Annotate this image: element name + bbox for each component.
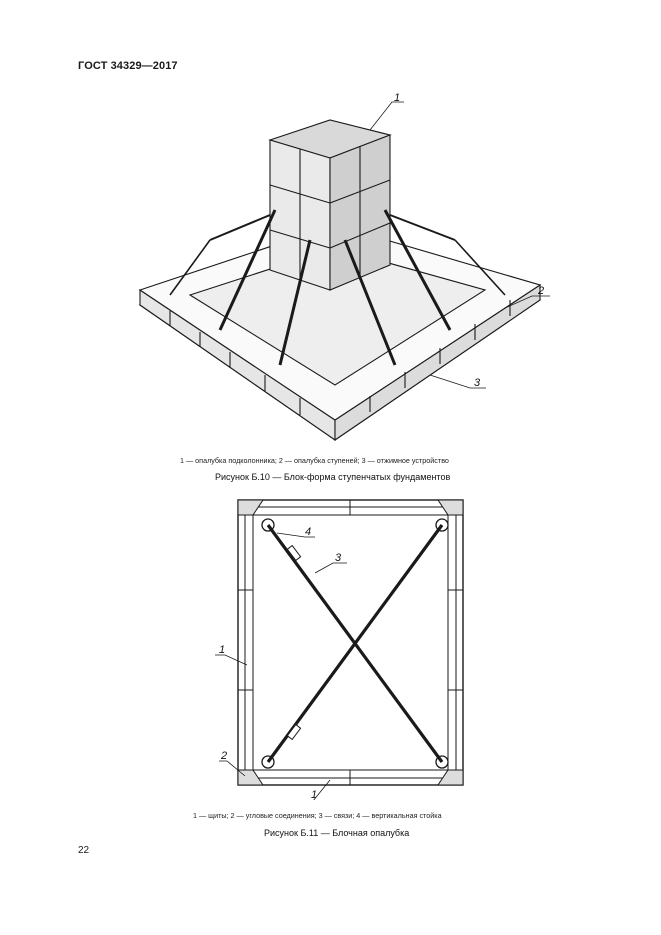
page-number: 22 bbox=[78, 845, 90, 856]
figure-b11-caption: Рисунок Б.11 — Блочная опалубка bbox=[264, 828, 410, 838]
figure-b10-drawing bbox=[130, 90, 550, 450]
callout-3: 3 bbox=[335, 552, 342, 564]
figure-b11-drawing bbox=[205, 495, 485, 800]
callout-4: 4 bbox=[305, 526, 312, 538]
figure-b11-legend: 1 — щиты; 2 — угловые соединения; 3 — связи; 4 — вертикальная стойка bbox=[193, 811, 442, 820]
callout-1-bottom: 1 bbox=[311, 789, 318, 800]
callout-2: 2 bbox=[538, 285, 545, 297]
callout-3: 3 bbox=[474, 377, 481, 389]
callout-1: 1 bbox=[394, 92, 401, 104]
figure-b10-legend: 1 — опалубка подколонника; 2 — опалубка ступеней; 3 — отжимное устройство bbox=[180, 456, 449, 465]
callout-2: 2 bbox=[221, 750, 228, 762]
callout-1-left: 1 bbox=[219, 644, 226, 656]
figure-b10-caption: Рисунок Б.10 — Блок-форма ступенчатых фундаментов bbox=[215, 472, 451, 482]
block-form-illustration bbox=[130, 90, 550, 450]
document-header: ГОСТ 34329—2017 bbox=[78, 60, 178, 72]
block-formwork-plan bbox=[205, 495, 485, 800]
